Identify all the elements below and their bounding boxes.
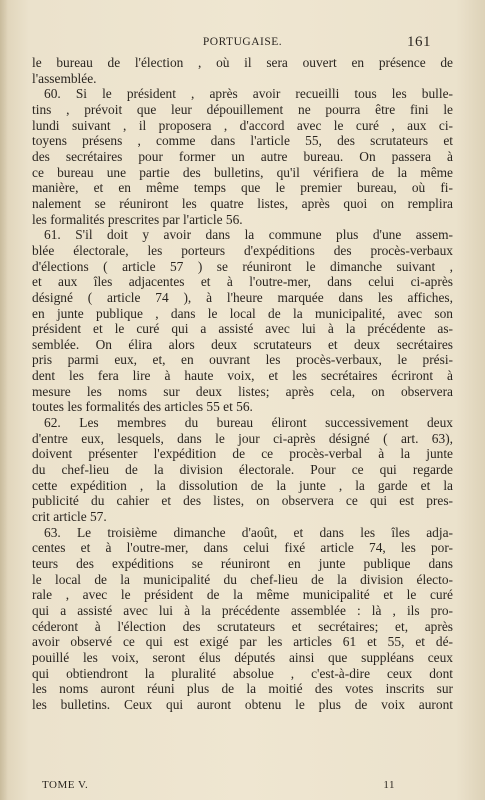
- text-line: 63. Le troisième dimanche d'août, et dans les îles adja-: [44, 524, 453, 540]
- text-line: publicité du cahier et des listes, on observera ce qui est pres-: [32, 493, 453, 509]
- text-line: nalement se réuniront les quatre listes, après quoi on remplira: [32, 195, 453, 211]
- volume-label: TOME V.: [42, 779, 89, 791]
- page-gutter-shadow: [0, 0, 8, 800]
- text-line: toyens présens , comme dans l'article 55, des scrutateurs et: [32, 133, 453, 149]
- text-line: semblée. On élira alors deux scrutateurs et deux secrétaires: [32, 336, 453, 352]
- text-line: les formalités prescrites par l'article 56.: [32, 211, 243, 227]
- text-line: lundi suivant , il proposera , d'accord avec le curé , aux ci-: [32, 117, 453, 133]
- text-line: cette expédition , la dissolution de la junte , la garde et la: [32, 477, 453, 493]
- text-line: d'élections ( article 57 ) se réuniront le dimanche suivant ,: [32, 258, 453, 274]
- text-line: pris parmi eux, et, en ouvrant les procès-verbaux, le prési-: [32, 352, 453, 368]
- text-line: désigné ( article 74 ), à l'heure marquée dans les affiches,: [32, 289, 453, 305]
- text-line: les noms auront réuni plus de la moitié des votes inscrits sur: [32, 681, 453, 697]
- text-line: céderont à l'élection des scrutateurs et secrétaires; et, après: [32, 618, 453, 634]
- text-line: les bulletins. Ceux qui auront obtenu le plus de voix auront: [32, 696, 453, 712]
- text-line: manière, et en même temps que le premier bureau, où fi-: [32, 180, 453, 196]
- text-line: rale , avec le président de la même municipalité et le curé: [32, 587, 453, 603]
- text-line: teurs des expéditions se réuniront en junte publique dans: [32, 556, 453, 571]
- signature-mark: 11: [383, 779, 395, 791]
- text-line: et aux îles adjacentes et à l'outre-mer, dans celui ci-après: [32, 274, 453, 290]
- text-line: qui a assisté avec lui à la précédente assemblée : là , ils pro-: [32, 602, 453, 618]
- text-line: l'assemblée.: [32, 70, 97, 86]
- page-footer: [42, 779, 395, 793]
- running-title: PORTUGAISE.: [202, 36, 283, 48]
- text-line: centes et à l'outre-mer, dans celui fixé article 74, les por-: [32, 540, 453, 556]
- body-text: [32, 55, 453, 713]
- text-line: 60. Si le président , après avoir recueilli tous les bulle-: [44, 86, 453, 102]
- text-line: pouillé les voix, seront élus députés ainsi que suppléans ceux: [32, 649, 453, 665]
- text-line: blée électorale, les porteurs d'expéditions des procès-verbaux: [32, 242, 453, 258]
- text-line: 61. S'il doit y avoir dans la commune plus d'une assem-: [44, 227, 453, 243]
- text-line: 62. Les membres du bureau éliront successivement deux: [44, 415, 453, 431]
- text-line: crit article 57.: [32, 509, 107, 525]
- text-line: dent les fera lire à haute voix, et les secrétaires écriront à: [32, 368, 453, 384]
- page-number: 161: [407, 34, 431, 50]
- text-line: du chef-lieu de la division électorale. Pour ce qui regarde: [32, 462, 453, 478]
- text-line: doivent présenter l'expédition de ce procès-verbal à la junte: [32, 446, 453, 462]
- text-line: le bureau de l'élection , où il sera ouvert en présence de: [32, 55, 453, 70]
- text-line: tins , prévoit que leur dépouillement ne pourra être fini le: [32, 101, 453, 117]
- text-line: qui obtiendront la pluralité absolue , c'est-à-dire ceux dont: [32, 665, 453, 681]
- text-line: avoir observé ce qui est exigé par les articles 61 et 55, et dé-: [32, 634, 453, 650]
- text-line: en junte publique , dans le local de la municipalité, avec son: [32, 305, 453, 321]
- text-line: d'entre eux, lesquels, dans le jour ci-après désigné ( art. 63),: [32, 430, 453, 446]
- text-line: président et le curé qui a assisté avec lui à la précédente as-: [32, 321, 453, 337]
- text-line: mesure les noms sur deux listes; après cela, on observera: [32, 383, 453, 399]
- text-line: toutes les formalités des articles 55 et 56.: [32, 399, 253, 415]
- text-line: des secrétaires pour former un autre bureau. On passera à: [32, 148, 453, 164]
- text-line: le local de la municipalité du chef-lieu de la division électo-: [32, 571, 453, 587]
- text-line: ce bureau une partie des bulletins, qu'il vérifiera de la même: [32, 164, 453, 180]
- running-header: [32, 36, 453, 54]
